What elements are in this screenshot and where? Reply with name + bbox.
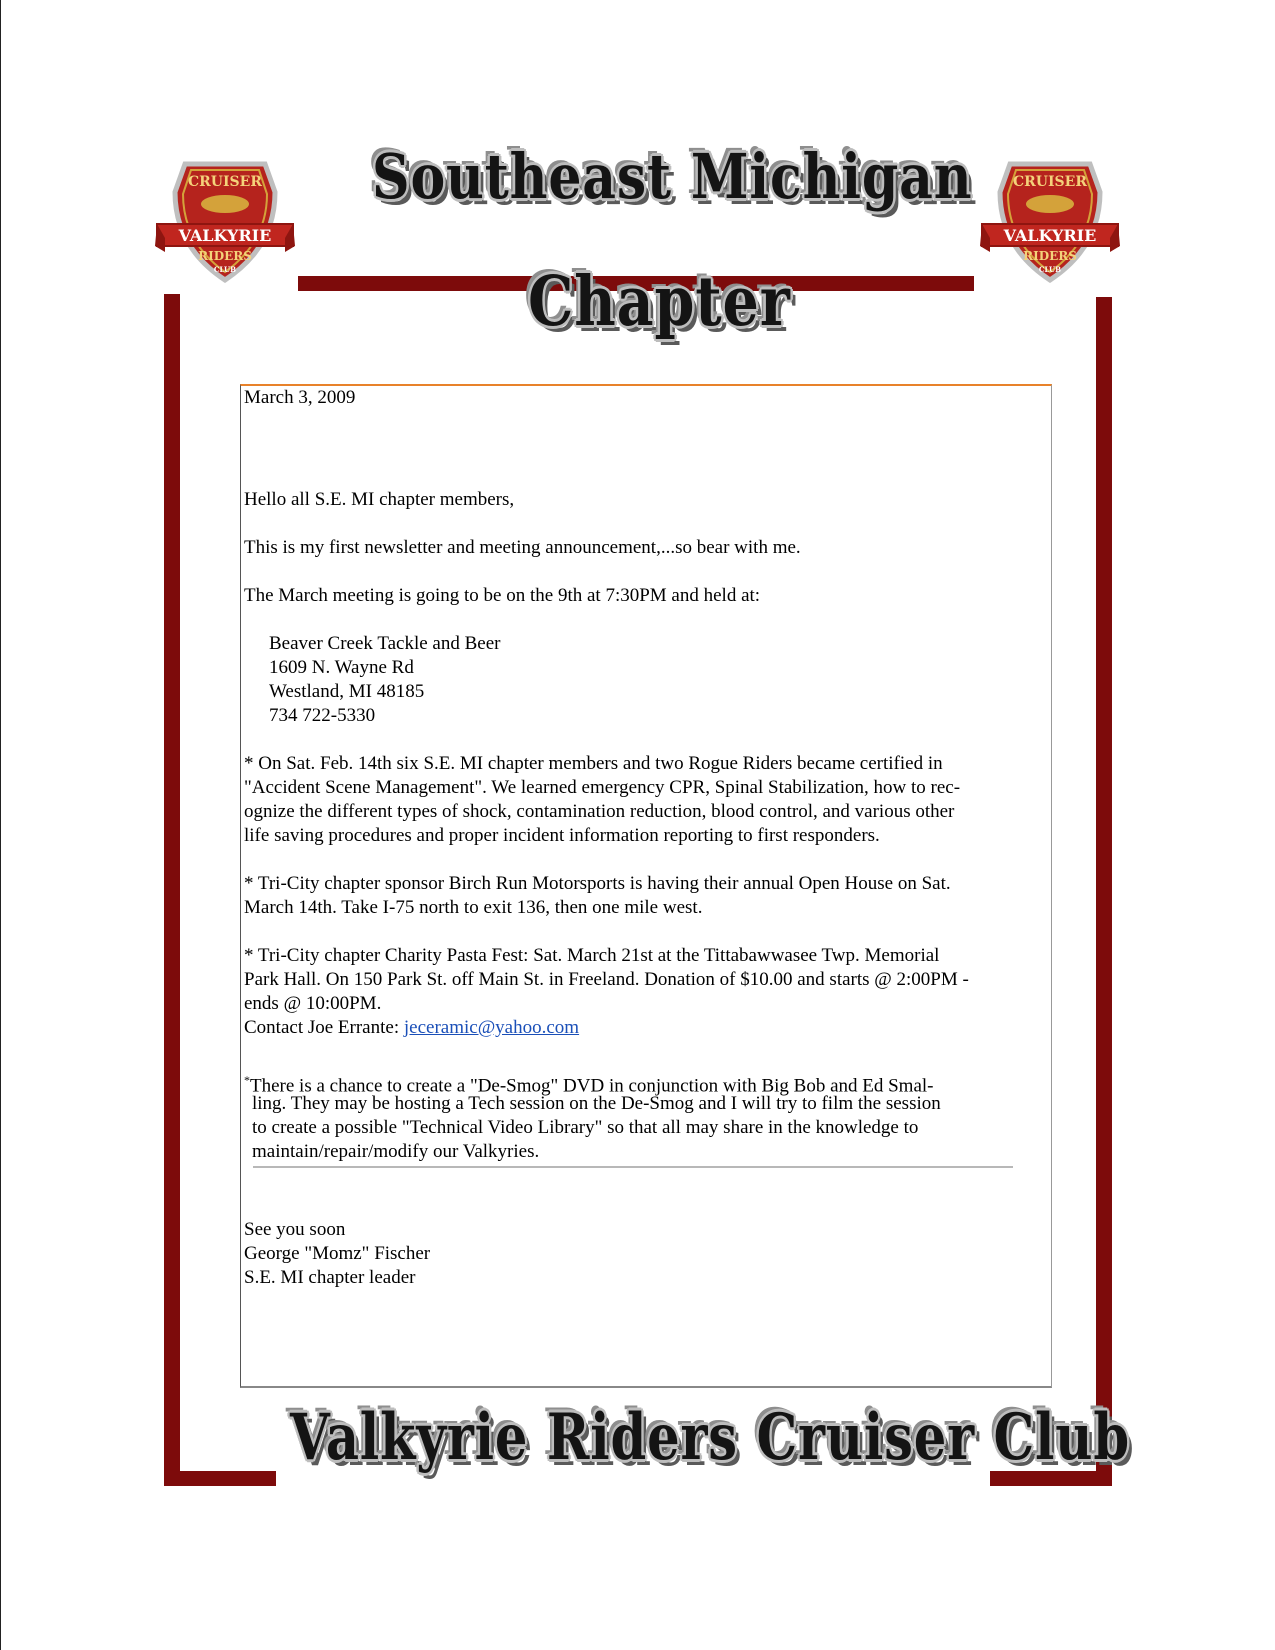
item2-line: * Tri-City chapter sponsor Birch Run Motorsports is having their annual Open House on Sat. [244,873,951,894]
club-logo-left [155,152,295,292]
letter-closing: See you soon [244,1219,346,1240]
item3-line: * Tri-City chapter Charity Pasta Fest: Sat. March 21st at the Tittabawwasee Twp. Memorial [244,945,940,966]
badge-bottom-text: RIDERS [1023,249,1077,263]
meeting-announcement: The March meeting is going to be on the 9th at 7:30PM and held at: [244,585,761,606]
venue-name: Beaver Creek Tackle and Beer [269,633,501,654]
letter-intro: This is my first newsletter and meeting announcement,...so bear with me. [244,537,801,558]
item3-line: ends @ 10:00PM. [244,993,382,1014]
venue-street: 1609 N. Wayne Rd [269,657,414,678]
item4-line: to create a possible "Technical Video Library" so that all may share in the knowledge to [252,1117,919,1138]
header-title-line1: Southeast Michigan [372,140,973,213]
frame-bottom-left-bar [164,1471,276,1486]
letter-greeting: Hello all S.E. MI chapter members, [244,489,515,510]
badge-club-text: CLUB [1038,265,1062,274]
item3-line: Park Hall. On 150 Park St. off Main St. in Freeland. Donation of $10.00 and starts @ 2:00PM - [244,969,969,990]
item4-asterisk: * [244,1073,250,1087]
header-title-line2: Chapter [528,262,791,342]
badge-club-text: CLUB [213,265,237,274]
divider-line [253,1166,1013,1168]
badge-bottom-text: RIDERS [198,249,252,263]
letter-box [240,384,1052,1388]
contact-line [244,1016,579,1040]
item4-text: There is a chance to create a "De-Smog" DVD in conjunction with Big Bob and Ed Smal- [250,1075,934,1097]
frame-left-bar [164,294,180,1486]
club-logo-right [980,152,1120,292]
item1-line: "Accident Scene Management". We learned emergency CPR, Spinal Stabilization, how to rec- [244,777,961,798]
item1-line: ognize the different types of shock, contamination reduction, blood control, and various other [244,801,955,822]
badge-top-text: CRUISER [188,174,262,190]
badge-middle-text: VALKYRIE [1003,226,1097,245]
venue-city: Westland, MI 48185 [269,681,425,702]
contact-label: Contact Joe Errante: [244,1017,404,1038]
badge-middle-text: VALKYRIE [178,226,272,245]
letter-signature: George "Momz" Fischer [244,1243,431,1264]
contact-email-link[interactable]: jeceramic@yahoo.com [403,1017,580,1038]
footer-club-name: Valkyrie Riders Cruiser Club [290,1400,1130,1475]
item1-line: life saving procedures and proper incident information reporting to first responders. [244,825,880,846]
venue-phone: 734 722-5330 [269,705,376,726]
item4-line: ling. They may be hosting a Tech session on the De-Smog and I will try to film the session [252,1093,941,1114]
item1-line: * On Sat. Feb. 14th six S.E. MI chapter members and two Rogue Riders became certified in [244,753,943,774]
item4-line: maintain/repair/modify our Valkyries. [252,1141,540,1162]
letter-role: S.E. MI chapter leader [244,1267,416,1288]
frame-right-bar [1096,297,1112,1486]
badge-top-text: CRUISER [1013,174,1087,190]
letter-date: March 3, 2009 [244,387,356,408]
page-edge-line [0,0,1,1650]
item2-line: March 14th. Take I-75 north to exit 136, then one mile west. [244,897,703,918]
